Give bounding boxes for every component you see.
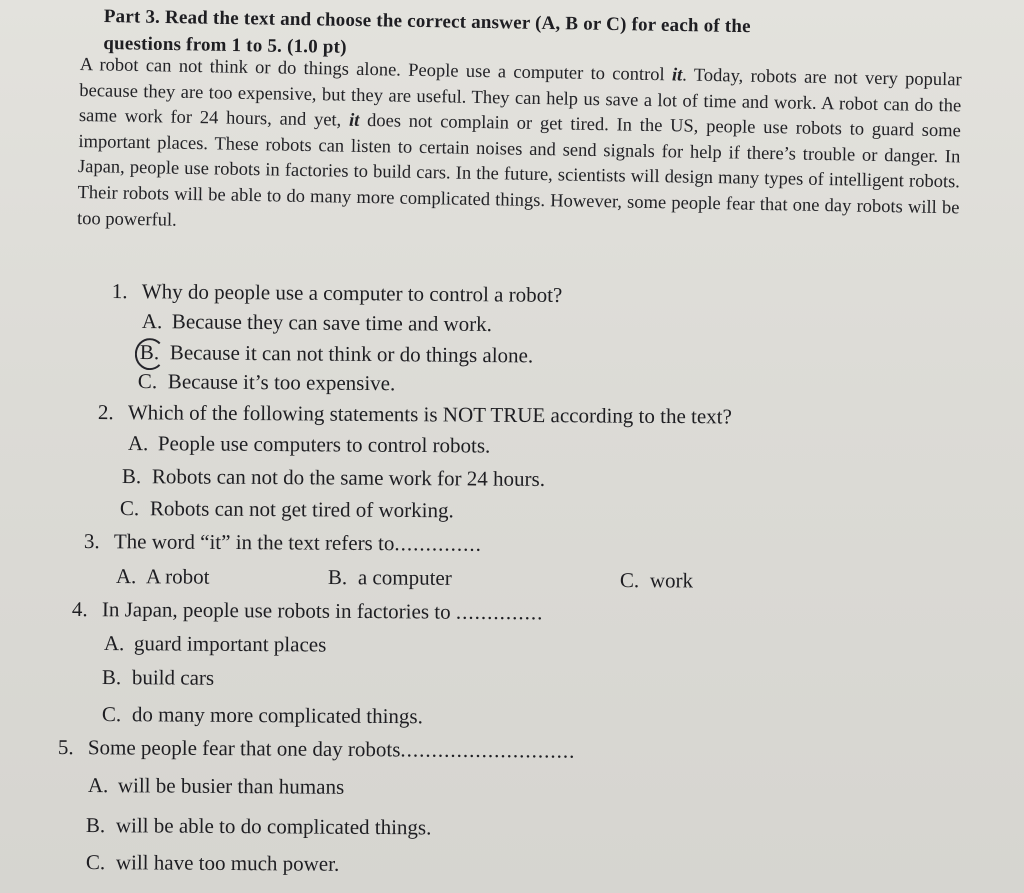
option-3a[interactable] <box>116 561 210 592</box>
option-text: work <box>649 568 694 593</box>
answer-blank: ............................ <box>400 737 576 763</box>
option-text: Because they can save time and work. <box>171 309 493 337</box>
question-number: 3. <box>83 528 100 554</box>
option-text: Because it can not think or do things alone. <box>169 340 534 368</box>
passage-text-3: does not complain or get tired. In the US, people use robots to guard some important places. These robots can listen to certain noises and send signals for help if there’s trouble or danger. In Japan, people use robots in factories to build cars. In the future, scientists will design many types of intelligent robots. Their robots will be able to do many more complicated things. However, some people fear that one day robots will be too powerful. <box>76 111 961 231</box>
option-text: build cars <box>131 665 215 690</box>
option-letter: B. <box>85 812 106 838</box>
option-letter: A. <box>87 772 109 798</box>
option-text: a computer <box>357 565 452 590</box>
heading-line-1: Part 3. Read the text and choose the correct answer (A, B or C) for each of the <box>103 5 751 38</box>
question-2 <box>98 397 732 431</box>
option-4c[interactable] <box>102 699 423 731</box>
option-5a[interactable] <box>88 770 345 802</box>
option-letter: C. <box>85 849 106 875</box>
option-3c[interactable] <box>620 565 693 596</box>
option-text: Robots can not do the same work for 24 hours. <box>151 464 546 491</box>
question-3 <box>84 526 482 559</box>
option-letter: B. <box>139 339 160 365</box>
option-letter: C. <box>137 368 158 394</box>
option-2c[interactable] <box>120 493 454 525</box>
question-stem: The word “it” in the text refers to <box>113 529 395 556</box>
question-stem: Why do people use a computer to control a robot? <box>141 279 563 307</box>
option-1c[interactable] <box>138 366 396 398</box>
option-4b[interactable] <box>102 662 214 693</box>
option-letter: C. <box>119 495 140 521</box>
option-5b[interactable] <box>86 810 432 842</box>
option-letter: B. <box>101 664 122 690</box>
passage-text-2: . Today, robots are not very popular because they are too expensive, but they are useful. They can help us save a lot of time and work. A robot can do the same work for 24 hours, and yet, <box>78 65 962 131</box>
question-4 <box>72 594 544 627</box>
option-letter: B. <box>121 463 142 489</box>
option-letter: A. <box>141 308 163 334</box>
option-text: Because it’s too expensive. <box>167 369 396 396</box>
option-letter: C. <box>101 701 122 727</box>
question-1 <box>112 276 563 310</box>
option-letter: A. <box>127 430 149 456</box>
option-text: Robots can not get tired of working. <box>149 496 454 523</box>
option-text: will have too much power. <box>115 850 340 876</box>
option-2b[interactable] <box>122 461 545 494</box>
question-number: 2. <box>97 399 114 425</box>
option-1a[interactable] <box>142 306 492 339</box>
option-text: will be busier than humans <box>117 773 345 799</box>
question-5 <box>58 732 576 766</box>
option-letter: B. <box>327 564 348 590</box>
answer-blank: .............. <box>394 531 482 556</box>
question-stem: Some people fear that one day robots <box>87 735 401 762</box>
option-1b[interactable] <box>140 337 534 370</box>
option-3b[interactable] <box>328 562 452 593</box>
heading-line-2: questions from 1 to 5. (1.0 pt) <box>103 32 347 58</box>
option-5c[interactable] <box>86 847 340 879</box>
option-4a[interactable] <box>104 628 327 660</box>
answer-blank: .............. <box>455 599 544 625</box>
option-letter: A. <box>103 630 125 656</box>
passage-it-2: it <box>348 110 360 132</box>
passage-text-1: A robot can not think or do things alone. People use a computer to control <box>79 54 673 86</box>
option-letter: A. <box>115 563 137 589</box>
question-number: 1. <box>111 278 128 304</box>
option-text: A robot <box>145 564 210 589</box>
question-stem: Which of the following statements is NOT TRUE according to the text? <box>127 400 732 429</box>
reading-passage <box>77 53 962 248</box>
question-stem: In Japan, people use robots in factories to <box>101 597 451 624</box>
option-text: will be able to do complicated things. <box>115 813 432 840</box>
option-text: guard important places <box>133 631 327 657</box>
question-number: 4. <box>71 596 88 622</box>
option-text: People use computers to control robots. <box>157 431 491 458</box>
option-2a[interactable] <box>128 428 491 461</box>
question-number: 5. <box>57 734 74 760</box>
option-text: do many more complicated things. <box>131 702 424 729</box>
option-letter: C. <box>619 567 640 593</box>
passage-it-1: it <box>671 65 683 86</box>
